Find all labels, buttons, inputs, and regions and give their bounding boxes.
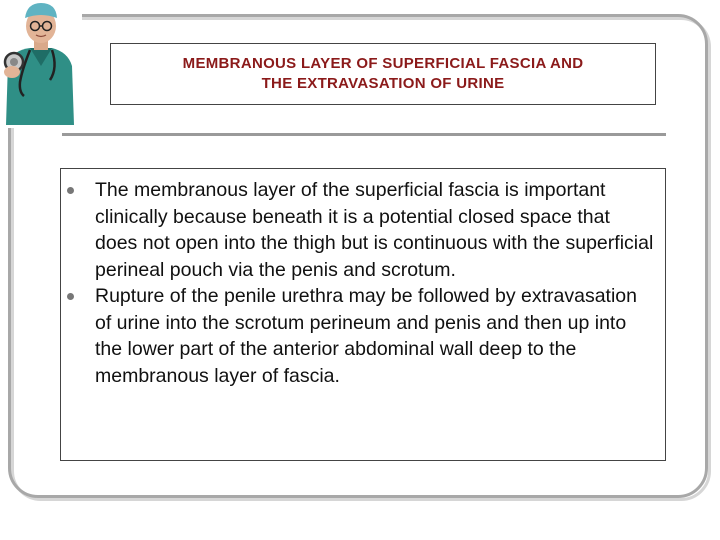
- bullet-dot-icon: [67, 293, 74, 300]
- slide-title: [183, 54, 584, 94]
- divider-rule: [62, 133, 666, 136]
- bullet-dot-icon: [67, 187, 74, 194]
- content-box: [60, 168, 666, 461]
- title-line-1: MEMBRANOUS LAYER OF SUPERFICIAL FASCIA AND: [182, 55, 584, 72]
- doctor-with-stethoscope-icon: [0, 0, 80, 125]
- title-line-2: THE EXTRAVASATION OF URINE: [261, 75, 505, 92]
- title-box: [110, 43, 656, 105]
- bullet-item: [95, 283, 657, 389]
- bullet-item: [95, 177, 657, 283]
- bullet-text: Rupture of the penile urethra may be followed by extravasation of urine into the scrotum perineum and penis and then up into the lower part of the anterior abdominal wall deep to the membranous layer of fascia.: [95, 285, 637, 387]
- bullet-list: [61, 169, 665, 389]
- bullet-text: The membranous layer of the superficial fascia is important clinically because beneath it is a potential closed space that does not open into the thigh but is continuous with the superficial perineal pouch via the penis and scrotum.: [95, 179, 654, 281]
